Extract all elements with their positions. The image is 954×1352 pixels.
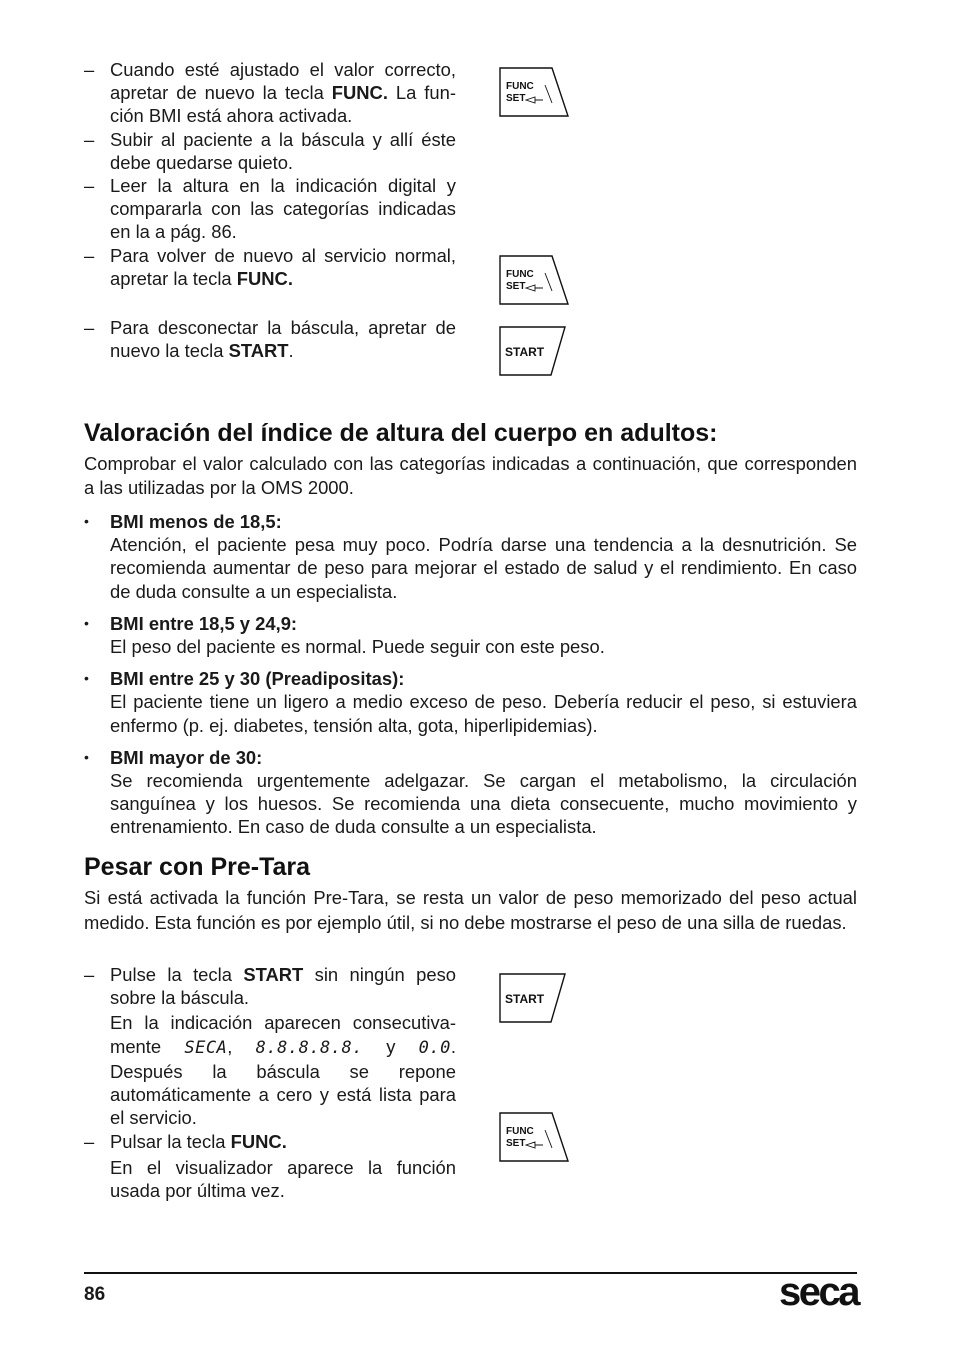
dash-marker: – bbox=[84, 317, 95, 338]
step-text: Leer la altura en la indicación digital y compararla con las categorías indicadas en la a pág. 86. bbox=[110, 175, 456, 243]
func-label: FUNC bbox=[506, 269, 534, 280]
bmi-category-title: BMI menos de 18,5: bbox=[110, 511, 282, 532]
step-subtext-after: . Después la báscula se repone automáticamente a cero y está lista para el servicio. bbox=[110, 1035, 456, 1129]
func-label: FUNC bbox=[506, 81, 534, 92]
start-key-icon bbox=[499, 973, 569, 1023]
dash-marker: – bbox=[84, 59, 95, 80]
set-label: SET bbox=[506, 281, 526, 292]
footer-divider bbox=[84, 1272, 857, 1274]
step-item bbox=[84, 174, 456, 244]
step-text: Pulsar la tecla FUNC. bbox=[110, 1131, 287, 1153]
set-label: SET bbox=[506, 93, 526, 104]
bmi-category-text: El paciente tiene un ligero a medio exceso de peso. Debería reducir el peso, si estuviera enfermo (p. ej. diabetes, tensión alta, gota, hiperlipidemias). bbox=[110, 691, 857, 736]
step-subtext: En el visualizador aparece la función usada por última vez. bbox=[110, 1156, 456, 1201]
separator: y bbox=[363, 1035, 419, 1057]
func-set-key-icon bbox=[499, 1112, 569, 1162]
section-heading-pretara: Pesar con Pre-Tara bbox=[84, 853, 311, 881]
pretara-steps-list bbox=[84, 963, 456, 1202]
bmi-category-text: Se recomienda urgentemente adelgazar. Se cargan el metabolismo, la circulación sanguínea y los huesos. Se recomienda una dieta consecuente, mucho movimiento y entrenamiento. En caso de duda consulte a un especialista. bbox=[110, 770, 857, 838]
step-item bbox=[84, 128, 456, 174]
seca-logo: seca bbox=[779, 1270, 858, 1314]
dash-marker: – bbox=[84, 175, 95, 197]
bmi-category-title: BMI entre 25 y 30 (Preadipositas): bbox=[110, 668, 405, 690]
power-off-step bbox=[84, 316, 456, 362]
bullet-marker: • bbox=[84, 614, 89, 631]
separator: , bbox=[227, 1035, 256, 1057]
step-item bbox=[84, 963, 456, 1129]
step-item bbox=[84, 316, 456, 362]
bullet-marker: • bbox=[84, 670, 89, 687]
dash-marker: – bbox=[84, 1131, 95, 1153]
dash-marker: – bbox=[84, 128, 95, 150]
func-set-key-icon bbox=[499, 255, 569, 305]
bmi-category-item bbox=[84, 612, 857, 658]
bmi-category-text: El peso del paciente es normal. Puede seguir con este peso. bbox=[110, 636, 605, 658]
top-steps-list bbox=[84, 58, 456, 290]
step-item bbox=[84, 58, 456, 128]
bmi-category-item bbox=[84, 746, 857, 839]
func-label: FUNC bbox=[506, 1126, 534, 1137]
step-text: Pulse la tecla START sin ningún peso sobre la báscula. bbox=[110, 964, 456, 1009]
bmi-category-title: BMI entre 18,5 y 24,9: bbox=[110, 612, 298, 634]
section-intro-pretara: Si está activada la función Pre-Tara, se resta un valor de peso memorizado del peso actual medido. Esta función es por ejemplo útil, si no debe mostrarse el peso de una silla de ruedas. bbox=[84, 887, 857, 933]
bmi-category-title: BMI mayor de 30: bbox=[110, 746, 263, 768]
bmi-categories-list bbox=[84, 510, 857, 848]
section-heading-bmi: Valoración del índice de altura del cuerpo en adultos: bbox=[84, 419, 718, 447]
section-intro-bmi: Comprobar el valor calculado con las categorías indicadas a continuación, que corresponden a las utilizadas por la OMS 2000. bbox=[84, 453, 857, 498]
dash-marker: – bbox=[84, 244, 95, 266]
start-key-icon bbox=[499, 326, 569, 376]
step-item bbox=[84, 244, 456, 290]
bmi-category-item bbox=[84, 510, 857, 603]
bmi-category-item bbox=[84, 667, 857, 737]
step-subtext-before: En la indicación aparecen consecutivamente bbox=[110, 1012, 456, 1057]
bullet-marker: • bbox=[84, 513, 89, 529]
dash-marker: – bbox=[84, 964, 95, 985]
start-label: START bbox=[505, 992, 545, 1006]
step-text: Para desconectar la báscula, apretar de nuevo la tecla START. bbox=[110, 317, 456, 362]
bullet-marker: • bbox=[84, 748, 89, 765]
lcd-text-segments: 8.8.8.8.8. bbox=[255, 1037, 363, 1058]
step-text: Subir al paciente a la báscula y allí éste debe quedarse quieto. bbox=[110, 128, 456, 173]
step-item bbox=[84, 1130, 456, 1202]
step-text: Para volver de nuevo al servicio normal, apretar la tecla FUNC. bbox=[110, 244, 456, 289]
start-label: START bbox=[505, 345, 545, 359]
page-number: 86 bbox=[84, 1284, 106, 1305]
set-label: SET bbox=[506, 1138, 526, 1149]
lcd-text-zero: 0.0 bbox=[418, 1037, 451, 1058]
step-text: Cuando esté ajustado el valor correcto, apretar de nuevo la tecla FUNC. La función BMI está ahora activada. bbox=[110, 59, 456, 127]
lcd-text-seca: SECA bbox=[184, 1037, 228, 1058]
step-subtext bbox=[110, 1011, 456, 1129]
bmi-category-text: Atención, el paciente pesa muy poco. Podría darse una tendencia a la desnutrición. Se recomienda aumentar de peso para mejorar el estado de salud y el rendimiento. En caso de duda consulte a un especialista. bbox=[110, 534, 857, 602]
func-set-key-icon bbox=[499, 67, 569, 117]
